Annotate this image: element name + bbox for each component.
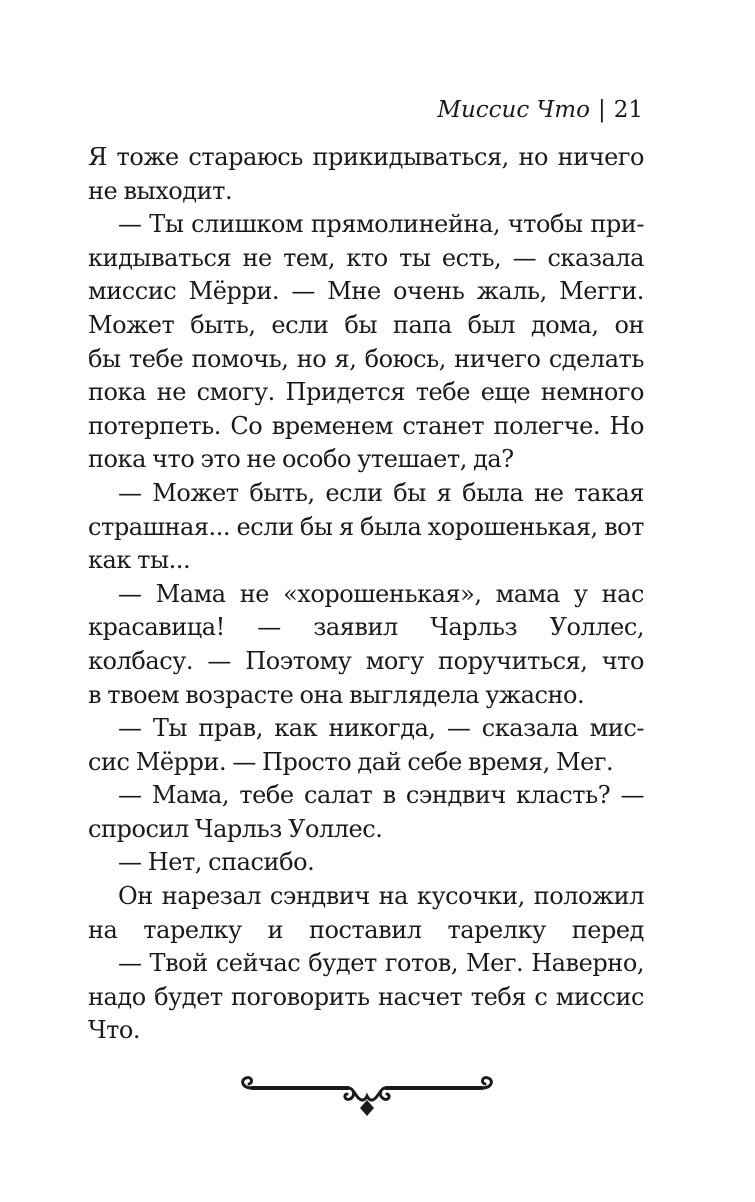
text-line: — Может быть, если бы я была не такая bbox=[118, 478, 644, 507]
body-text bbox=[88, 141, 644, 1048]
text-line: колбасу. — Поэтому могу поручиться, что bbox=[88, 646, 644, 675]
running-head bbox=[437, 94, 643, 126]
text-line: — Нет, спасибо. bbox=[118, 848, 315, 877]
text-line: — Мама не «хорошенькая», мама у нас bbox=[118, 579, 644, 608]
text-line: Что. bbox=[88, 1016, 141, 1045]
text-line: пока не смогу. Придется тебе еще немного bbox=[88, 378, 644, 407]
text-line: бы тебе помочь, но я, боюсь, ничего сделать bbox=[88, 344, 644, 373]
running-title: Миссис Что bbox=[437, 97, 590, 123]
text-line: — Твой сейчас будет готов, Мег. Наверно, bbox=[118, 949, 644, 978]
text-line: сис Мёрри. — Просто дай себе время, Мег. bbox=[88, 747, 614, 776]
text-line: Я тоже стараюсь прикидываться, но ничего bbox=[88, 143, 644, 171]
text-line: миссис Мёрри. — Мне очень жаль, Мегги. bbox=[88, 277, 644, 306]
page-number: 21 bbox=[613, 97, 643, 123]
text-line: Он нарезал сэндвич на кусочки, положил bbox=[118, 882, 644, 911]
text-line: надо будет поговорить насчет тебя с миссис bbox=[88, 982, 644, 1011]
text-line: кидываться не тем, кто ты есть, — сказала bbox=[88, 243, 644, 272]
header-separator: | bbox=[597, 97, 606, 123]
fleuron-divider-icon bbox=[236, 1072, 498, 1120]
text-line: как ты... bbox=[88, 546, 191, 575]
text-line: спросил Чарльз Уоллес. bbox=[88, 814, 383, 843]
text-line: на тарелку и поставил тарелку перед bbox=[88, 915, 644, 944]
text-line: красавица! — заявил Чарльз Уоллес, bbox=[88, 613, 644, 642]
text-line: — Мама, тебе салат в сэндвич класть? — bbox=[118, 781, 644, 810]
text-line: Может быть, если бы папа был дома, он bbox=[88, 310, 644, 339]
text-line: — Ты прав, как никогда, — сказала мис- bbox=[118, 714, 644, 743]
text-line: не выходит. bbox=[88, 176, 233, 205]
text-line: потерпеть. Со временем станет полегче. Но bbox=[88, 411, 644, 440]
text-line: в твоем возрасте она выглядела ужасно. bbox=[88, 680, 585, 709]
text-line: пока что это не особо утешает, да? bbox=[88, 445, 514, 474]
text-line: — Ты слишком прямолинейна, чтобы при- bbox=[118, 210, 644, 239]
text-line: страшная... если бы я была хорошенькая, вот bbox=[88, 512, 644, 541]
